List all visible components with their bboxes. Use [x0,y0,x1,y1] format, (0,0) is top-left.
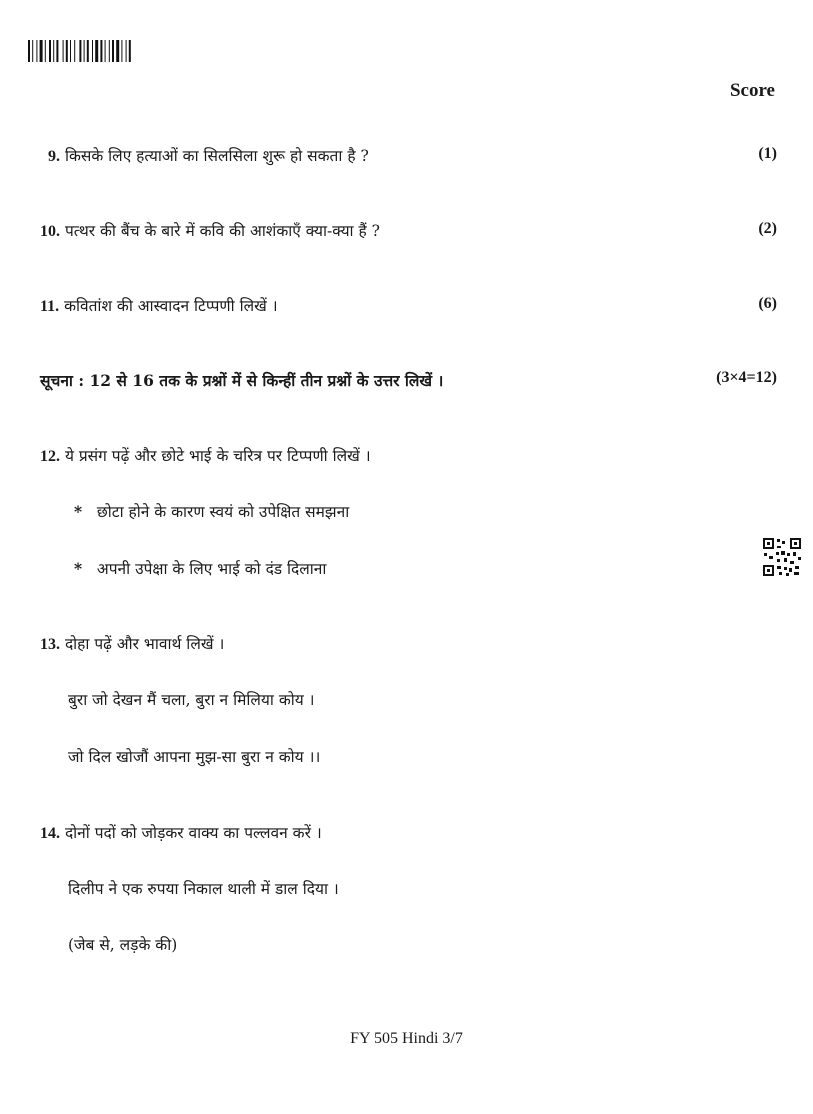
doha-line-2: जो दिल खोजौं आपना मुझ-सा बुरा न कोय ।। [68,748,321,766]
qr-code-icon [762,537,802,577]
barcode-bar [121,40,122,62]
barcode-bar [129,40,131,62]
question-text: दोनों पदों को जोड़कर वाक्य का पल्लवन करें । [64,824,322,842]
question-14 [40,821,322,843]
barcode-bar [70,40,71,62]
barcode-bar [95,40,98,62]
question-number: 9. [48,148,60,165]
barcode-bar [45,40,46,62]
q12-point-2 [74,557,326,579]
question-10 [40,219,380,241]
words-hint: (जेब से, लड़के की) [68,936,178,954]
barcode [28,40,152,62]
question-13 [40,632,224,654]
barcode-bar [112,40,114,62]
barcode-bar [109,40,110,62]
q12-point-1 [74,500,349,522]
page-footer: FY 505 Hindi 3/7 [350,1030,463,1047]
barcode-bar [87,40,89,62]
barcode-bar [126,40,127,62]
question-text: दोहा पढ़ें और भावार्थ लिखें । [64,635,225,653]
barcode-bar [32,40,33,62]
barcode-bar [74,40,75,62]
barcode-bar [63,40,64,62]
barcode-bar [49,40,51,62]
question-10-score: (2) [758,220,777,237]
barcode-bar [66,40,68,62]
barcode-bar [56,40,58,62]
question-number: 12. [40,448,60,465]
question-11-score: (6) [758,295,777,312]
barcode-bar [100,40,102,62]
bullet-icon: * [74,502,83,521]
barcode-bar [53,40,54,62]
instruction-text: सूचना : 12 से 16 तक के प्रश्नों में से किन्हीं तीन प्रश्नों के उत्तर लिखें । [40,371,444,390]
point-text: छोटा होने के कारण स्वयं को उपेक्षित समझना [96,503,350,521]
question-number: 14. [40,825,60,842]
question-number: 10. [40,223,60,240]
barcode-bar [28,40,30,62]
question-number: 11. [40,298,60,315]
bullet-icon: * [74,559,83,578]
barcode-bar [79,40,81,62]
question-text: ये प्रसंग पढ़ें और छोटे भाई के चरित्र पर टिप्पणी लिखें । [64,447,371,465]
point-text: अपनी उपेक्षा के लिए भाई को दंड दिलाना [96,560,327,578]
sentence-line: दिलीप ने एक रुपया निकाल थाली में डाल दिया । [68,880,339,898]
score-heading: Score [729,80,775,101]
barcode-bar [36,40,37,62]
barcode-bar [40,40,43,62]
question-9-score: (1) [758,145,777,162]
barcode-bar [105,40,106,62]
question-number: 13. [40,636,60,653]
question-12 [40,444,371,466]
question-text: कवितांश की आस्वादन टिप्पणी लिखें । [64,297,278,315]
question-text: पत्थर की बैंच के बारे में कवि की आशंकाएँ क्या-क्या हैं ? [64,222,380,240]
barcode-bar [84,40,85,62]
barcode-bar [116,40,119,62]
barcode-bar [92,40,93,62]
question-9 [48,144,369,166]
doha-line-1: बुरा जो देखन मैं चला, बुरा न मिलिया कोय । [68,691,315,709]
question-text: किसके लिए हत्याओं का सिलसिला शुरू हो सकता है ? [64,147,369,165]
instruction-score: (3×4=12) [716,369,777,386]
question-11 [40,294,278,316]
